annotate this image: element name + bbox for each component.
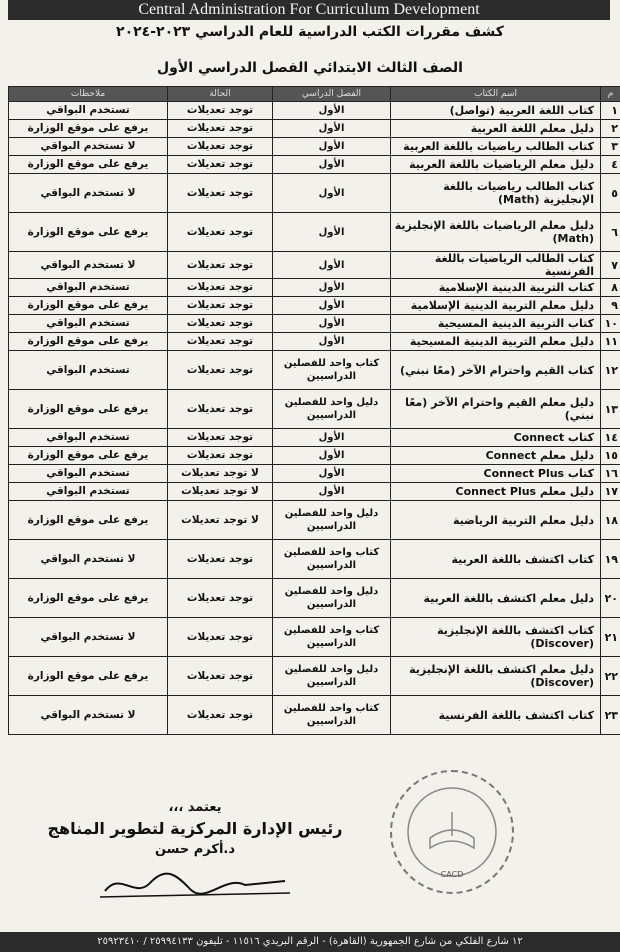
- table-row: [9, 120, 620, 138]
- header-num: م: [601, 87, 620, 102]
- row-status: توجد تعديلات: [168, 390, 273, 429]
- row-status: توجد تعديلات: [168, 315, 273, 333]
- table-row: [9, 174, 620, 213]
- row-note: يرفع على موقع الوزارة: [9, 501, 168, 540]
- row-book-name: كتاب Connect Plus: [391, 465, 601, 483]
- row-semester: دليل واحد للفصلين الدراسيين: [273, 390, 391, 429]
- row-book-name: كتاب اكتشف باللغة العربية: [391, 540, 601, 579]
- row-semester: الأول: [273, 297, 391, 315]
- row-num: ١٨: [601, 501, 620, 540]
- row-note: يرفع على موقع الوزارة: [9, 213, 168, 252]
- row-num: ٣: [601, 138, 620, 156]
- row-book-name: كتاب اللغة العربية (تواصل): [391, 102, 601, 120]
- table-row: [9, 483, 620, 501]
- row-book-name: كتاب الطالب رياضيات باللغة الإنجليزية (Math): [391, 174, 601, 213]
- row-note: لا تستخدم البواقي: [9, 696, 168, 735]
- row-note: لا تستخدم البواقي: [9, 540, 168, 579]
- table-row: [9, 696, 620, 735]
- table-row: [9, 297, 620, 315]
- row-book-name: دليل معلم الرياضيات باللغة العربية: [391, 156, 601, 174]
- row-semester: الأول: [273, 279, 391, 297]
- row-status: توجد تعديلات: [168, 333, 273, 351]
- header-notes: ملاحظات: [9, 87, 168, 102]
- row-note: لا تستخدم البواقي: [9, 174, 168, 213]
- row-note: يرفع على موقع الوزارة: [9, 297, 168, 315]
- row-semester: الأول: [273, 447, 391, 465]
- table-row: [9, 333, 620, 351]
- row-book-name: كتاب القيم واحترام الآخر (معًا نبني): [391, 351, 601, 390]
- row-semester: الأول: [273, 156, 391, 174]
- row-num: ١٤: [601, 429, 620, 447]
- row-book-name: دليل معلم Connect: [391, 447, 601, 465]
- row-book-name: دليل معلم التربية الدينية المسيحية: [391, 333, 601, 351]
- signatory-name: د.أكرم حسن: [154, 842, 236, 857]
- row-note: يرفع على موقع الوزارة: [9, 579, 168, 618]
- document-title: كشف مقررات الكتب الدراسية للعام الدراسي ٢٠٢٣-٢٠٢٤: [116, 24, 504, 40]
- row-num: ٢١: [601, 618, 620, 657]
- row-status: توجد تعديلات: [168, 213, 273, 252]
- row-status: توجد تعديلات: [168, 657, 273, 696]
- row-book-name: دليل معلم Connect Plus: [391, 483, 601, 501]
- approval-label: يعتمد ،،،: [168, 800, 222, 815]
- row-num: ٢: [601, 120, 620, 138]
- row-note: تستخدم البواقي: [9, 279, 168, 297]
- table-row: [9, 390, 620, 429]
- row-note: لا تستخدم البواقي: [9, 138, 168, 156]
- header-status: الحالة: [168, 87, 273, 102]
- table-row: [9, 618, 620, 657]
- row-num: ١٠: [601, 315, 620, 333]
- row-status: توجد تعديلات: [168, 138, 273, 156]
- row-status: توجد تعديلات: [168, 252, 273, 279]
- courses-table: [8, 86, 620, 735]
- row-note: يرفع على موقع الوزارة: [9, 390, 168, 429]
- row-status: توجد تعديلات: [168, 579, 273, 618]
- row-num: ١: [601, 102, 620, 120]
- row-note: تستخدم البواقي: [9, 102, 168, 120]
- row-book-name: دليل معلم اكتشف باللغة العربية: [391, 579, 601, 618]
- row-book-name: كتاب التربية الدينية المسيحية: [391, 315, 601, 333]
- table-row: [9, 156, 620, 174]
- row-num: ١٥: [601, 447, 620, 465]
- handwritten-signature-icon: [95, 863, 295, 903]
- row-num: ١٦: [601, 465, 620, 483]
- row-status: توجد تعديلات: [168, 174, 273, 213]
- row-semester: دليل واحد للفصلين الدراسيين: [273, 579, 391, 618]
- row-semester: دليل واحد للفصلين الدراسيين: [273, 501, 391, 540]
- row-status: توجد تعديلات: [168, 351, 273, 390]
- row-book-name: دليل معلم التربية الدينية الإسلامية: [391, 297, 601, 315]
- row-status: لا توجد تعديلات: [168, 501, 273, 540]
- row-semester: كتاب واحد للفصلين الدراسيين: [273, 696, 391, 735]
- header-book-name: اسم الكتاب: [391, 87, 601, 102]
- row-semester: الأول: [273, 429, 391, 447]
- table-row: [9, 465, 620, 483]
- row-book-name: دليل معلم التربية الرياضية: [391, 501, 601, 540]
- official-seal: [390, 770, 514, 894]
- row-book-name: كتاب اكتشف باللغة الفرنسية: [391, 696, 601, 735]
- row-semester: الأول: [273, 138, 391, 156]
- table-row: [9, 429, 620, 447]
- row-note: يرفع على موقع الوزارة: [9, 120, 168, 138]
- table-row: [9, 351, 620, 390]
- table-row: [9, 501, 620, 540]
- row-num: ١٩: [601, 540, 620, 579]
- table-row: [9, 279, 620, 297]
- signatory-title: رئيس الإدارة المركزية لتطوير المناهج: [47, 819, 343, 838]
- row-num: ١٢: [601, 351, 620, 390]
- footer-address: ١٢ شارع الفلكي من شارع الجمهورية (القاهرة) - الرقم البريدي ١١٥١٦ - تليفون ٢٥٩٩٤١٣٣ / ٢٥٩٢٣٤١٠: [0, 932, 620, 952]
- row-num: ٢٢: [601, 657, 620, 696]
- signature-block: [30, 800, 360, 903]
- table-row: [9, 657, 620, 696]
- row-status: لا توجد تعديلات: [168, 465, 273, 483]
- row-note: يرفع على موقع الوزارة: [9, 447, 168, 465]
- header-semester: الفصل الدراسي: [273, 87, 391, 102]
- row-num: ١٣: [601, 390, 620, 429]
- table-row: [9, 540, 620, 579]
- row-semester: كتاب واحد للفصلين الدراسيين: [273, 540, 391, 579]
- table-row: [9, 579, 620, 618]
- row-book-name: كتاب اكتشف باللغة الإنجليزية (Discover): [391, 618, 601, 657]
- row-semester: كتاب واحد للفصلين الدراسيين: [273, 618, 391, 657]
- row-semester: الأول: [273, 102, 391, 120]
- seal-label: CACD: [440, 870, 464, 879]
- row-book-name: كتاب Connect: [391, 429, 601, 447]
- row-book-name: دليل معلم القيم واحترام الآخر (معًا نبني): [391, 390, 601, 429]
- row-note: لا تستخدم البواقي: [9, 252, 168, 279]
- row-num: ١١: [601, 333, 620, 351]
- row-note: يرفع على موقع الوزارة: [9, 333, 168, 351]
- row-status: توجد تعديلات: [168, 297, 273, 315]
- row-note: لا تستخدم البواقي: [9, 618, 168, 657]
- row-semester: دليل واحد للفصلين الدراسيين: [273, 657, 391, 696]
- row-note: تستخدم البواقي: [9, 465, 168, 483]
- row-book-name: دليل معلم الرياضيات باللغة الإنجليزية (Math): [391, 213, 601, 252]
- row-semester: الأول: [273, 213, 391, 252]
- row-note: تستخدم البواقي: [9, 315, 168, 333]
- row-status: توجد تعديلات: [168, 447, 273, 465]
- document-subtitle: الصف الثالث الابتدائي الفصل الدراسي الأول: [157, 60, 463, 76]
- table-row: [9, 447, 620, 465]
- row-semester: الأول: [273, 465, 391, 483]
- row-status: لا توجد تعديلات: [168, 483, 273, 501]
- row-num: ٩: [601, 297, 620, 315]
- row-num: ٧: [601, 252, 620, 279]
- header-banner: Central Administration For Curriculum Development: [8, 0, 610, 20]
- table-row: [9, 252, 620, 279]
- row-semester: الأول: [273, 483, 391, 501]
- row-status: توجد تعديلات: [168, 618, 273, 657]
- table-row: [9, 213, 620, 252]
- row-status: توجد تعديلات: [168, 540, 273, 579]
- row-semester: الأول: [273, 174, 391, 213]
- row-semester: الأول: [273, 315, 391, 333]
- row-semester: الأول: [273, 252, 391, 279]
- row-status: توجد تعديلات: [168, 156, 273, 174]
- row-book-name: دليل معلم اكتشف باللغة الإنجليزية (Discover): [391, 657, 601, 696]
- row-semester: الأول: [273, 333, 391, 351]
- table-row: [9, 102, 620, 120]
- row-num: ٨: [601, 279, 620, 297]
- row-num: ٦: [601, 213, 620, 252]
- row-status: توجد تعديلات: [168, 102, 273, 120]
- table-row: [9, 315, 620, 333]
- row-book-name: كتاب الطالب رياضيات باللغة العربية: [391, 138, 601, 156]
- row-note: يرفع على موقع الوزارة: [9, 156, 168, 174]
- row-status: توجد تعديلات: [168, 429, 273, 447]
- row-num: ٢٣: [601, 696, 620, 735]
- row-status: توجد تعديلات: [168, 120, 273, 138]
- row-num: ٤: [601, 156, 620, 174]
- row-num: ٥: [601, 174, 620, 213]
- row-note: تستخدم البواقي: [9, 483, 168, 501]
- row-book-name: كتاب الطالب الرياضيات باللغة الفرنسية: [391, 252, 601, 279]
- row-status: توجد تعديلات: [168, 279, 273, 297]
- row-book-name: كتاب التربية الدينية الإسلامية: [391, 279, 601, 297]
- table-header-row: [9, 87, 620, 102]
- row-semester: كتاب واحد للفصلين الدراسيين: [273, 351, 391, 390]
- row-note: يرفع على موقع الوزارة: [9, 657, 168, 696]
- table-row: [9, 138, 620, 156]
- row-note: تستخدم البواقي: [9, 429, 168, 447]
- row-num: ٢٠: [601, 579, 620, 618]
- row-num: ١٧: [601, 483, 620, 501]
- row-semester: الأول: [273, 120, 391, 138]
- row-note: تستخدم البواقي: [9, 351, 168, 390]
- row-book-name: دليل معلم اللغة العربية: [391, 120, 601, 138]
- row-status: توجد تعديلات: [168, 696, 273, 735]
